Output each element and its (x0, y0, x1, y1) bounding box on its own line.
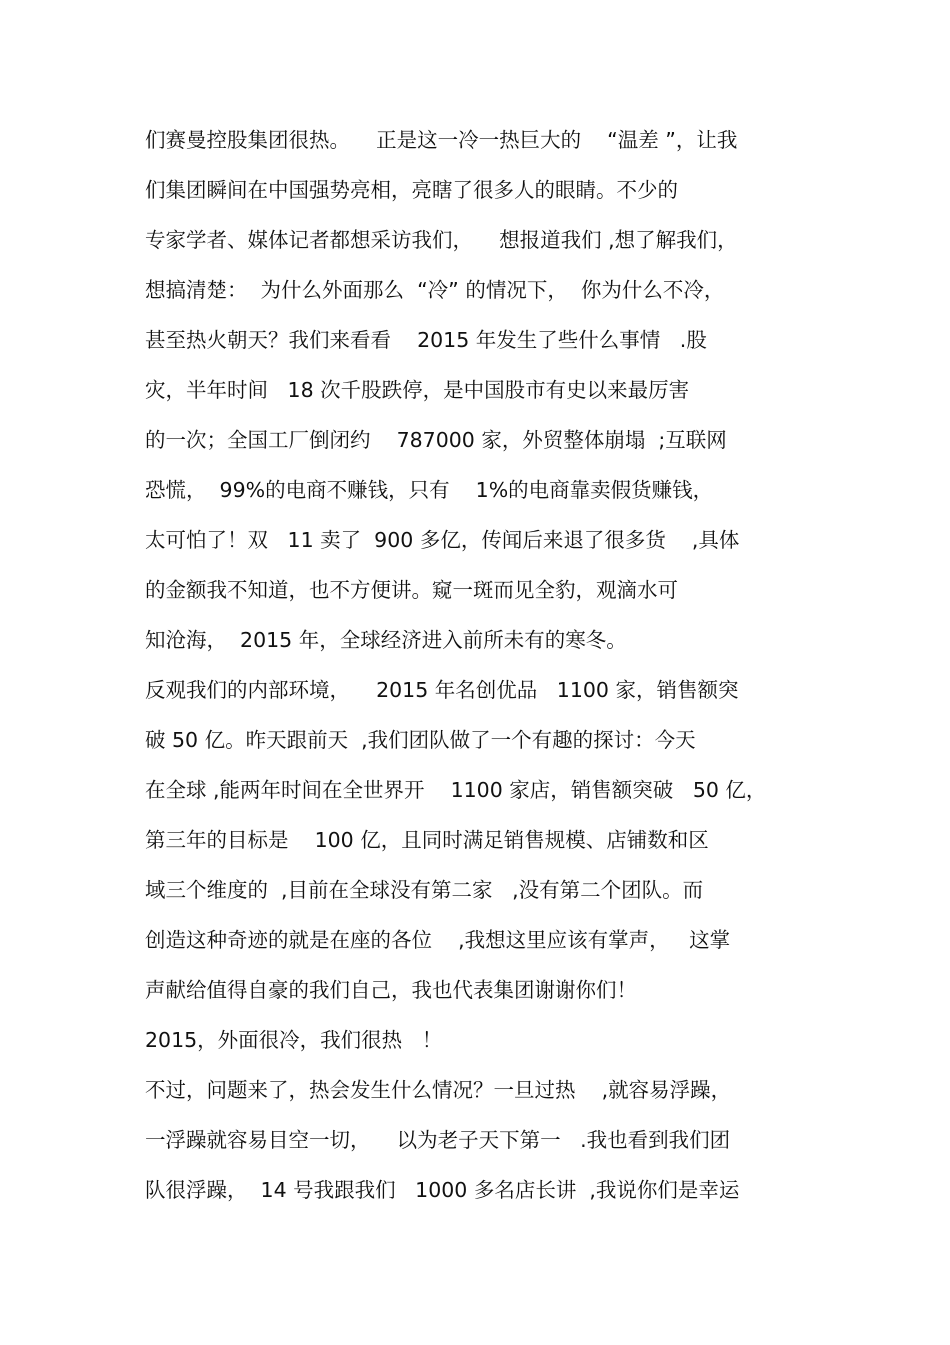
text-line: 灾，半年时间 18 次千股跌停，是中国股市有史以来最厉害 (145, 378, 690, 402)
text-line: 太可怕了！双 11 卖了 900 多亿，传闻后来退了很多货 ,具体 (145, 528, 740, 552)
text-line: 想搞清楚： 为什么外面那么 “冷” 的情况下， 你为什么不冷， (145, 278, 725, 302)
text-line: 2015，外面很冷，我们很热 ！ (145, 1028, 443, 1052)
text-line: 甚至热火朝天？我们来看看 2015 年发生了些什么事情 .股 (145, 328, 707, 352)
text-line: 一浮躁就容易目空一切， 以为老子天下第一 .我也看到我们团 (145, 1128, 731, 1152)
text-line: 们集团瞬间在中国强势亮相，亮瞎了很多人的眼睛。不少的 (145, 178, 678, 202)
text-line: 知沧海， 2015 年，全球经济进入前所未有的寒冬。 (145, 628, 627, 652)
text-line: 第三年的目标是 100 亿，且同时满足销售规模、店铺数和区 (145, 828, 709, 852)
text-line: 创造这种奇迹的就是在座的各位 ,我想这里应该有掌声， 这掌 (145, 928, 731, 952)
text-line: 不过，问题来了，热会发生什么情况？一旦过热 ,就容易浮躁， (145, 1078, 732, 1102)
text-line: 的金额我不知道，也不方便讲。窥一斑而见全豹，观滴水可 (145, 578, 678, 602)
text-line: 的一次；全国工厂倒闭约 787000 家，外贸整体崩塌 ;互联网 (145, 428, 727, 452)
text-line: 反观我们的内部环境， 2015 年名创优品 1100 家，销售额突 (145, 678, 739, 702)
text-line: 声献给值得自豪的我们自己，我也代表集团谢谢你们！ (145, 978, 637, 1002)
text-line: 队很浮躁， 14 号我跟我们 1000 多名店长讲 ,我说你们是幸运 (145, 1178, 740, 1202)
text-line: 们赛曼控股集团很热。 正是这一冷一热巨大的 “温差 ”，让我 (145, 128, 738, 152)
text-line: 专家学者、媒体记者都想采访我们， 想报道我们 ,想了解我们， (145, 228, 738, 252)
text-line: 破 50 亿。昨天跟前天 ,我们团队做了一个有趣的探讨：今天 (145, 728, 696, 752)
text-line: 域三个维度的 ,目前在全球没有第二家 ,没有第二个团队。而 (145, 878, 704, 902)
text-line: 恐慌， 99%的电商不赚钱，只有 1%的电商靠卖假货赚钱， (145, 478, 714, 502)
text-line: 在全球 ,能两年时间在全世界开 1100 家店，销售额突破 50 亿， (145, 778, 767, 802)
